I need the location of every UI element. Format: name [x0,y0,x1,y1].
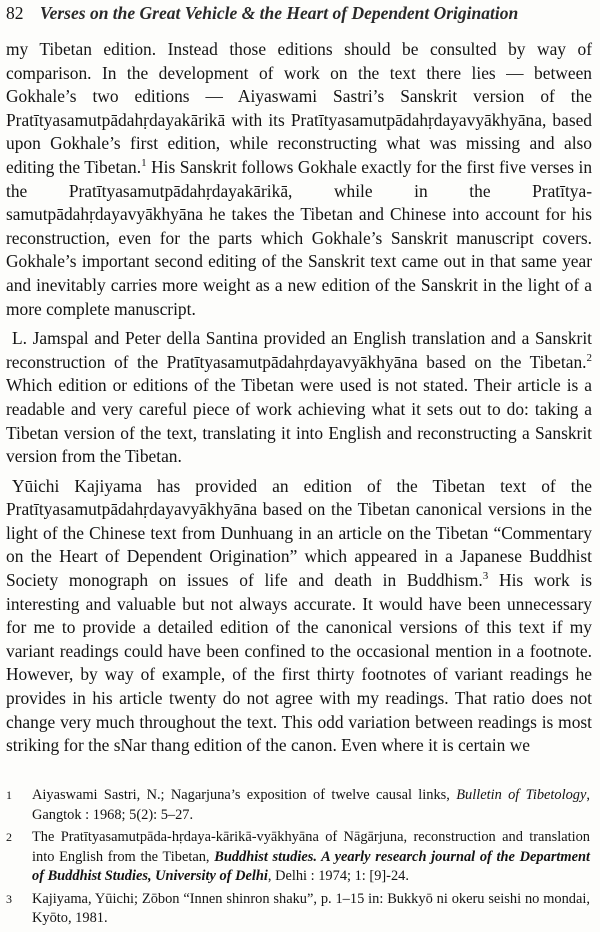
main-text [6,38,592,758]
paragraph [6,475,592,758]
footnote-title: Buddhist studies. A yearly research journal of the Department of Buddhist Studies, University of Delhi [32,848,590,884]
footnote-text: Aiyaswami Sastri, N.; Nagarjuna’s exposition of twelve causal links, [32,787,457,803]
paragraph [6,327,592,469]
footnote-ref: 3 [482,570,489,583]
footnote [6,786,590,825]
footnote-text: The Pratītyasamutpāda-hṛdaya-kārikā-vyākhyāna of Nāgārjuna, reconstruction and translation into English from the Tibetan, [32,829,590,865]
running-title: Verses on the Great Vehicle & the Heart of Dependent Origination [39,3,519,23]
footnote-text: Kajiyama, Yūichi; Zōbon “Innen shinron shaku”, p. 1–15 in: Bukkyō ni okeru seishi no mondai, Kyōto, 1981. [32,890,590,926]
footnote-text: , Gangtok : 1968; 5(2): 5–27. [32,787,590,823]
footnote [6,828,590,887]
paragraph-text: L. Jamspal and Peter della Santina provided an English translation and a Sanskrit reconstruction of the Pratītyasamutpādahṛdayavyākhyāna based on the Tibetan. [6,328,592,372]
paragraph [6,38,592,321]
footnote [6,890,590,929]
footnote-number: 3 [6,891,12,906]
paragraph-text: His Sanskrit follows Gokhale exactly for the first five verses in the Pratītyasamutpādahṛdayakārikā, while in the Pratītya-samutpādahṛdayavyākhyāna he takes the Tibetan and Chinese into account for his reconstruction, even for the parts which Gokhale’s Sanskrit manuscript covers. Gokhale’s important second editing of the Sanskrit text came out in that same year and inevitably carries more weight as a new edition of the Sanskrit in the light of a more complete manuscript. [6,156,593,319]
footnote-title: Bulletin of Tibetology [456,787,587,803]
footnote-number: 1 [6,788,12,802]
footnotes [6,786,590,932]
page-number: 82 [6,3,24,23]
running-header [6,2,596,24]
footnote-number: 2 [6,830,12,844]
paragraph-text: His work is interesting and valuable but not always accurate. It would have been unnecessary for me to provide a detailed edition of the canonical versions of this text if my variant readings could have been confined to the occasional mention in a footnote. However, by way of example, of the first thirty footnotes of variant readings he provides in his article twenty do not agree with my readings. That ratio does not change very much throughout the text. This odd variation between readings is most striking for the sNar thang edition of the canon. Even where it is certain we [6,570,592,756]
footnote-ref: 1 [141,157,147,170]
paragraph-text: my Tibetan edition. Instead those editions should be consulted by way of comparison. In the development of work on the text there lies — between Gokhale’s two editions — Aiyaswami Sastri’s Sanskrit version of the Pratītyasamutpādahṛdayakārikā with its Pratītyasamutpādahṛdayavyākhyāna, based upon Gokhale’s first edition, while reconstructing what was missing and also editing the Tibetan. [6,39,592,177]
footnote-text: , Delhi : 1974; 1: [9]-24. [267,868,409,884]
paragraph-text: Which edition or editions of the Tibetan were used is not stated. Their article is a readable and very careful piece of work achieving what it sets out to do: taking a Tibetan version of the text, translating it into English and reconstructing a Sanskrit version from the Tibetan. [6,375,592,467]
paragraph-text: Yūichi Kajiyama has provided an edition of the Tibetan text of the Pratītyasamutpādahṛdayavyākhyāna based on the Tibetan canonical versions in the light of the Chinese text from Dunhuang in an article on the Tibetan “Commentary on the Heart of Dependent Origination” which appeared in a Japanese Buddhist Society monograph on issues of life and death in Buddhism. [6,475,592,591]
footnote-ref: 2 [586,351,592,364]
